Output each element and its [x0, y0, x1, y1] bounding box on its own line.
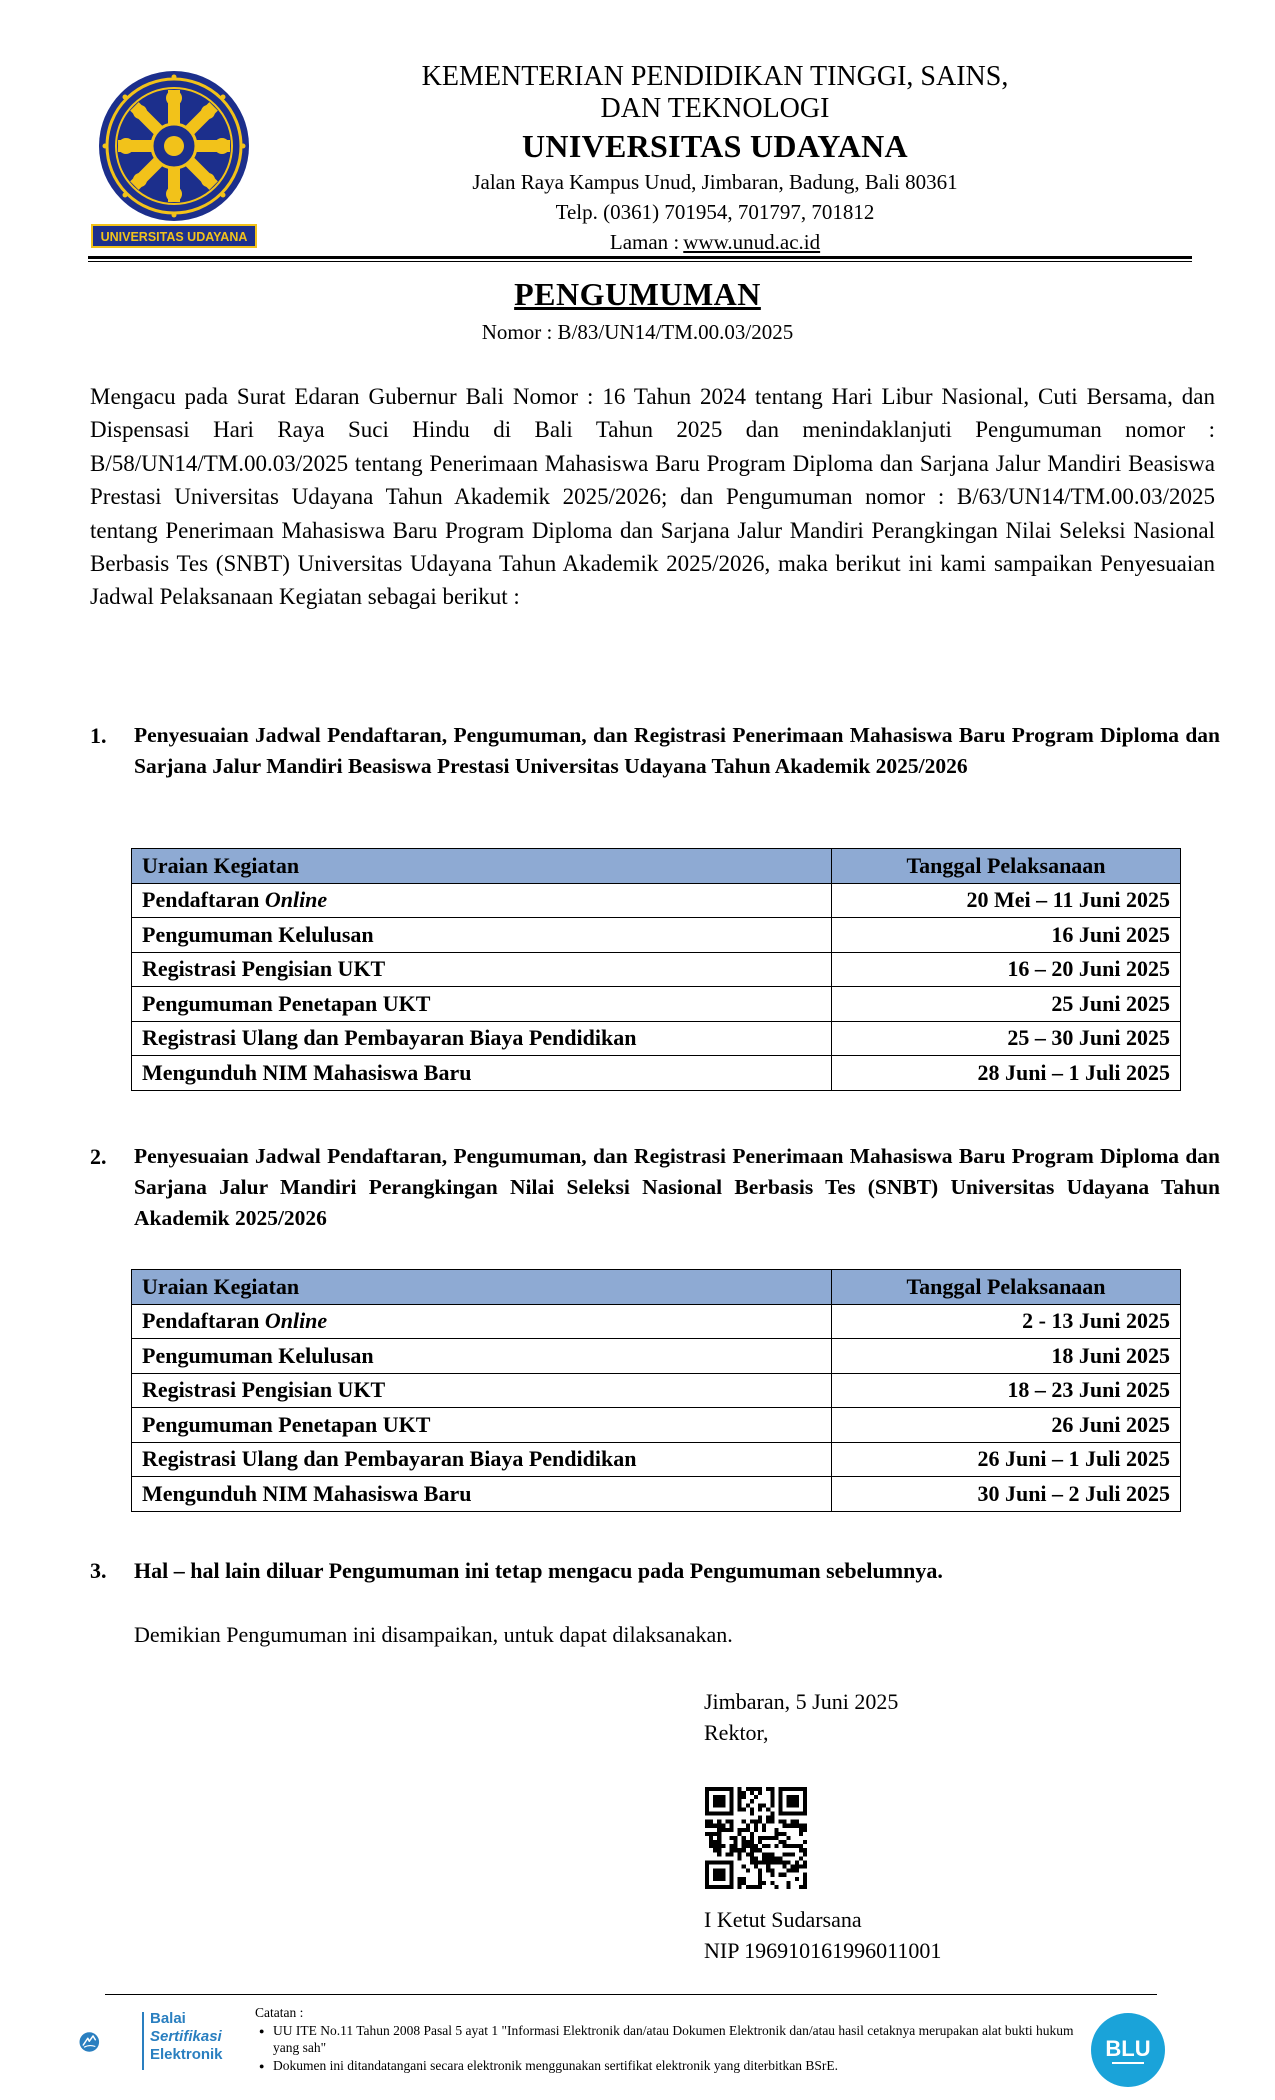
activity-text: Pendaftaran — [142, 1308, 260, 1334]
table-header-row — [132, 1270, 1181, 1305]
address: Jalan Raya Kampus Unud, Jimbaran, Badung, Bali 80361 — [472, 170, 958, 194]
activity-emphasis: Online — [264, 1308, 328, 1334]
section-number: 2. — [90, 1144, 107, 1169]
signatory — [704, 1904, 941, 1966]
document-number: Nomor : B/83/UN14/TM.00.03/2025 — [481, 320, 794, 344]
blu-logo-icon — [1090, 2012, 1166, 2088]
bsre-logo-icon — [78, 2010, 142, 2074]
signature-block — [704, 1686, 898, 1748]
schedule-table-1 — [131, 848, 1181, 1091]
place-date: Jimbaran, 5 Juni 2025 — [704, 1689, 899, 1714]
university-logo — [88, 68, 260, 250]
table-row — [132, 1442, 1181, 1477]
table-row — [132, 1408, 1181, 1443]
column-header-activity: Uraian Kegiatan — [132, 849, 832, 884]
website-link[interactable]: www.unud.ac.id — [683, 230, 821, 254]
table-row — [132, 883, 1181, 918]
schedule-table-2 — [131, 1269, 1181, 1512]
signatory-position: Rektor, — [704, 1720, 769, 1745]
activity-cell: Pengumuman Penetapan UKT — [132, 987, 832, 1022]
item-number: 3. — [90, 1558, 107, 1583]
bsre-line-3: Elektronik — [150, 2046, 223, 2063]
university-name: UNIVERSITAS UDAYANA — [522, 128, 908, 164]
date-cell: 26 Juni – 1 Juli 2025 — [832, 1442, 1181, 1477]
date-cell: 16 Juni 2025 — [832, 918, 1181, 953]
date-cell: 2 - 13 Juni 2025 — [832, 1304, 1181, 1339]
note-item: ● UU ITE No.11 Tahun 2008 Pasal 5 ayat 1 "Informasi Elektronik dan/atau Dokumen Elektronik dan/atau hasil cetaknya merupakan alat bukti hukum yang sah" — [273, 2022, 1095, 2057]
item-3 — [90, 1558, 943, 1584]
website-label: Laman : — [609, 230, 680, 254]
activity-text: Pendaftaran — [142, 887, 260, 913]
activity-cell — [132, 1304, 832, 1339]
activity-cell: Mengunduh NIM Mahasiswa Baru — [132, 1477, 832, 1512]
footer-rule — [105, 1994, 1157, 1995]
table-row — [132, 1304, 1181, 1339]
website-line — [340, 227, 1090, 257]
table-header-row — [132, 849, 1181, 884]
logo-caption: UNIVERSITAS UDAYANA — [100, 230, 248, 244]
ministry-line-2: DAN TEKNOLOGI — [600, 93, 830, 124]
section-number: 1. — [90, 723, 107, 748]
table-row — [132, 987, 1181, 1022]
table-row — [132, 952, 1181, 987]
bsre-divider — [142, 2012, 144, 2070]
table-row — [132, 1339, 1181, 1374]
section-heading: Penyesuaian Jadwal Pendaftaran, Pengumuman, dan Registrasi Penerimaan Mahasiswa Baru Program Diploma dan Sarjana Jalur Mandiri Beasiswa Prestasi Universitas Udayana Tahun Akademik 2025/2026 — [134, 723, 1220, 778]
column-header-date: Tanggal Pelaksanaan — [832, 1270, 1181, 1305]
column-header-date: Tanggal Pelaksanaan — [832, 849, 1181, 884]
date-cell: 18 – 23 Juni 2025 — [832, 1373, 1181, 1408]
date-cell: 25 Juni 2025 — [832, 987, 1181, 1022]
column-header-activity: Uraian Kegiatan — [132, 1270, 832, 1305]
letterhead-rule-thick — [88, 256, 1192, 259]
activity-cell: Registrasi Pengisian UKT — [132, 1373, 832, 1408]
activity-emphasis: Online — [264, 887, 328, 913]
bsre-line-1: Balai — [150, 2010, 186, 2027]
date-cell: 28 Juni – 1 Juli 2025 — [832, 1056, 1181, 1091]
intro-paragraph: Mengacu pada Surat Edaran Gubernur Bali Nomor : 16 Tahun 2024 tentang Hari Libur Nasional, Cuti Bersama, dan Dispensasi Hari Raya Suci Hindu di Bali Tahun 2025 dan menindaklanjuti Pengumuman nomor : B/58/UN14/TM.00.03/2025 tentang Penerimaan Mahasiswa Baru Program Diploma dan Sarjana Jalur Mandiri Beasiswa Prestasi Universitas Udayana Tahun Akademik 2025/2026; dan Pengumuman nomor : B/63/UN14/TM.00.03/2025 tentang Penerimaan Mahasiswa Baru Program Diploma dan Sarjana Jalur Mandiri Perangkingan Nilai Seleksi Nasional Berbasis Tes (SNBT) Universitas Udayana Tahun Akademik 2025/2026, maka berikut ini kami sampaikan Penyesuaian Jadwal Pelaksanaan Kegiatan sebagai berikut : — [90, 384, 1215, 610]
date-cell: 18 Juni 2025 — [832, 1339, 1181, 1374]
date-cell: 20 Mei – 11 Juni 2025 — [832, 883, 1181, 918]
signatory-name: I Ketut Sudarsana — [704, 1907, 862, 1932]
activity-cell: Registrasi Ulang dan Pembayaran Biaya Pendidikan — [132, 1021, 832, 1056]
table-row — [132, 1056, 1181, 1091]
blu-logo-text: BLU — [1105, 2036, 1151, 2061]
qr-code-icon[interactable] — [705, 1787, 807, 1889]
table-row — [132, 1021, 1181, 1056]
page-title: PENGUMUMAN — [514, 276, 761, 312]
closing-sentence: Demikian Pengumuman ini disampaikan, untuk dapat dilaksanakan. — [134, 1622, 733, 1647]
section-heading: Penyesuaian Jadwal Pendaftaran, Pengumuman, dan Registrasi Penerimaan Mahasiswa Baru Program Diploma dan Sarjana Jalur Mandiri Perangkingan Nilai Seleksi Nasional Berbasis Tes (SNBT) Universitas Udayana Tahun Akademik 2025/2026 — [134, 1144, 1220, 1230]
activity-cell: Registrasi Ulang dan Pembayaran Biaya Pendidikan — [132, 1442, 832, 1477]
date-cell: 30 Juni – 2 Juli 2025 — [832, 1477, 1181, 1512]
activity-cell: Pengumuman Penetapan UKT — [132, 1408, 832, 1443]
table-row — [132, 1373, 1181, 1408]
phone: Telp. (0361) 701954, 701797, 701812 — [555, 200, 875, 224]
note-item: ● Dokumen ini ditandatangani secara elektronik menggunakan sertifikat elektronik yang diterbitkan BSrE. — [273, 2057, 1095, 2075]
letterhead — [340, 60, 1090, 257]
activity-cell: Pengumuman Kelulusan — [132, 1339, 832, 1374]
bsre-line-2: Sertifikasi — [150, 2028, 222, 2045]
date-cell: 25 – 30 Juni 2025 — [832, 1021, 1181, 1056]
date-cell: 16 – 20 Juni 2025 — [832, 952, 1181, 987]
bsre-logo-text — [150, 2010, 223, 2064]
activity-cell — [132, 883, 832, 918]
notes-list — [273, 2022, 1095, 2075]
activity-cell: Mengunduh NIM Mahasiswa Baru — [132, 1056, 832, 1091]
activity-cell: Registrasi Pengisian UKT — [132, 952, 832, 987]
table-row — [132, 1477, 1181, 1512]
footer-notes — [255, 2004, 1095, 2074]
notes-label: Catatan : — [255, 2005, 304, 2020]
activity-cell: Pengumuman Kelulusan — [132, 918, 832, 953]
item-text: Hal – hal lain diluar Pengumuman ini tetap mengacu pada Pengumuman sebelumnya. — [134, 1558, 943, 1583]
ministry-line-1: KEMENTERIAN PENDIDIKAN TINGGI, SAINS, — [421, 61, 1009, 92]
date-cell: 26 Juni 2025 — [832, 1408, 1181, 1443]
letterhead-rule-thin — [88, 261, 1192, 262]
signatory-nip: NIP 196910161996011001 — [704, 1938, 942, 1963]
table-row — [132, 918, 1181, 953]
